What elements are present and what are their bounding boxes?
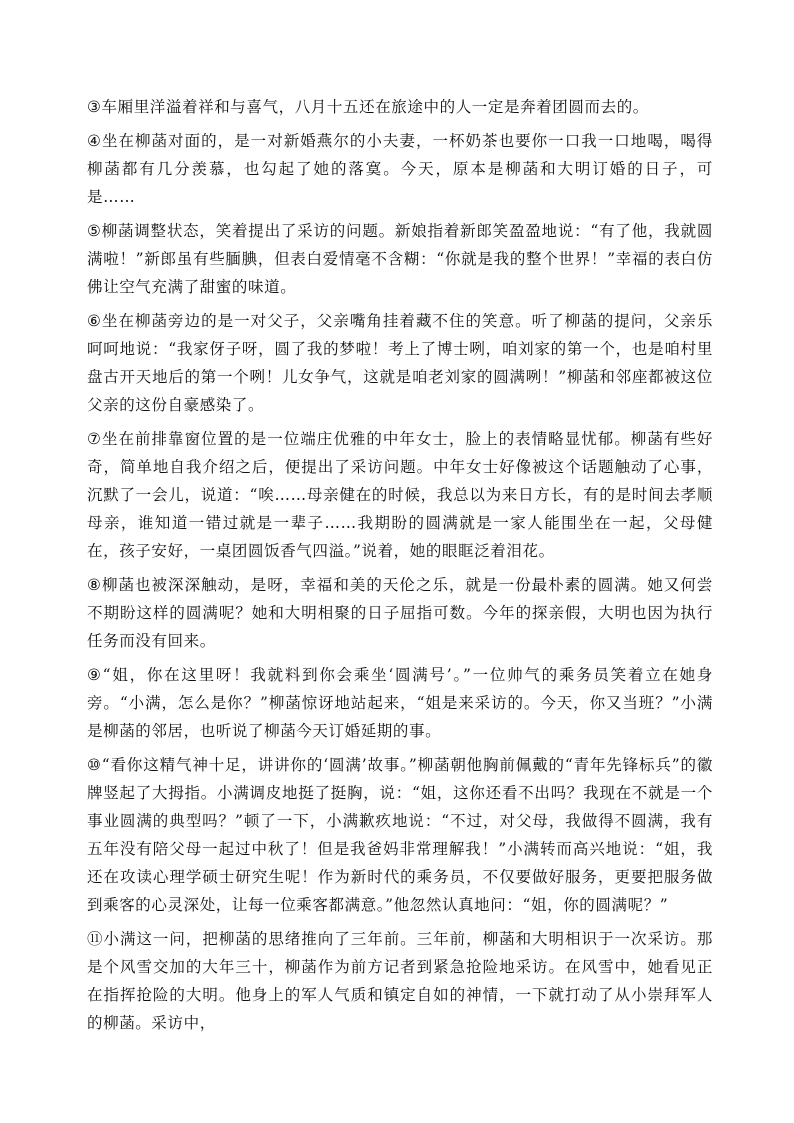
- paragraph-text: 坐在前排靠窗位置的是一位端庄优雅的中年女士，脸上的表情略显忧郁。柳菡有些好奇，简单地自我介绍之后，便提出了采访问题。中年女士好像被这个话题触动了心事，沉默了一会儿，说道：“唉……母亲健在的时候，我总以为来日方长，有的是时间去孝顺母亲，谁知道一错过就是一辈子……我期盼的圆满就是一家人能围坐在一起，父母健在，孩子安好，一桌团圆饭香气四溢。”说着，她的眼眶泛着泪花。: [87, 430, 714, 560]
- paragraph-number: ⑪: [87, 930, 104, 948]
- paragraph-number: ③: [87, 98, 102, 116]
- paragraph-number: ⑥: [87, 312, 102, 330]
- paragraph-number: ⑩: [87, 756, 102, 774]
- paragraph-text: “姐，你在这里呀！我就料到你会乘坐‘圆满号’。”一位帅气的乘务员笑着立在她身旁。“小满，怎么是你？”柳菡惊讶地站起来，“姐是来采访的。今天，你又当班？”小满是柳菡的邻居，也听说了柳菡今天订婚延期的事。: [87, 666, 713, 740]
- paragraph-number: ⑨: [87, 666, 103, 684]
- paragraph-number: ⑤: [87, 222, 102, 240]
- paragraph-11: [87, 925, 713, 1037]
- paragraph-text: 小满这一问，把柳菡的思绪推向了三年前。三年前，柳菡和大明相识于一次采访。那是个风雪交加的大年三十，柳菡作为前方记者到紧急抢险地采访。在风雪中，她看见正在指挥抢险的大明。他身上的军人气质和镇定自如的神情，一下就打动了从小崇拜军人的柳菡。采访中，: [87, 930, 713, 1032]
- paragraph-text: 柳菡调整状态，笑着提出了采访的问题。新娘指着新郎笑盈盈地说：“有了他，我就圆满啦！”新郎虽有些腼腆，但表白爱情毫不含糊：“你就是我的整个世界！”幸福的表白仿佛让空气充满了甜蜜的味道。: [87, 222, 713, 296]
- paragraph-5: [87, 217, 713, 301]
- paragraph-7: [87, 425, 713, 565]
- paragraph-text: “看你这精气神十足，讲讲你的‘圆满’故事。”柳菡朝他胸前佩戴的“青年先锋标兵”的徽牌竖起了大拇指。小满调皮地挺了挺胸，说：“姐，这你还看不出吗？我现在不就是一个事业圆满的典型吗？”顿了一下，小满歉疚地说：“不过，对父母，我做得不圆满，我有五年没有陪父母一起过中秋了！但是我爸妈非常理解我！”小满转而高兴地说：“姐，我还在攻读心理学硕士研究生呢！作为新时代的乘务员，不仅要做好服务，更要把服务做到乘客的心灵深处，让每一位乘客都满意。”他忽然认真地问：“姐，你的圆满呢？”: [87, 756, 714, 914]
- paragraph-4: [87, 127, 713, 211]
- article-body: [87, 93, 713, 1043]
- paragraph-10: [87, 751, 713, 919]
- paragraph-number: ⑧: [87, 576, 102, 594]
- paragraph-text: 坐在柳菡旁边的是一对父子，父亲嘴角挂着藏不住的笑意。听了柳菡的提问，父亲乐呵呵地说：“我家伢子呀，圆了我的梦啦！考上了博士咧，咱刘家的第一个，也是咱村里盘古开天地后的第一个咧！儿女争气，这就是咱老刘家的圆满咧！”柳菡和邻座都被这位父亲的这份自豪感染了。: [87, 312, 714, 414]
- paragraph-9: [87, 661, 713, 745]
- paragraph-text: 柳菡也被深深触动，是呀，幸福和美的天伦之乐，就是一份最朴素的圆满。她又何尝不期盼这样的圆满呢？她和大明相聚的日子屈指可数。今年的探亲假，大明也因为执行任务而没有回来。: [87, 576, 714, 650]
- paragraph-text: 车厢里洋溢着祥和与喜气，八月十五还在旅途中的人一定是奔着团圆而去的。: [101, 98, 649, 116]
- paragraph-3: [87, 93, 713, 121]
- paragraph-6: [87, 307, 713, 419]
- paragraph-8: [87, 571, 713, 655]
- paragraph-number: ④: [87, 132, 102, 150]
- paragraph-number: ⑦: [87, 430, 102, 448]
- paragraph-text: 坐在柳菡对面的，是一对新婚燕尔的小夫妻，一杯奶茶也要你一口我一口地喝，喝得柳菡都有几分羡慕，也勾起了她的落寞。今天，原本是柳菡和大明订婚的日子，可是……: [87, 132, 714, 206]
